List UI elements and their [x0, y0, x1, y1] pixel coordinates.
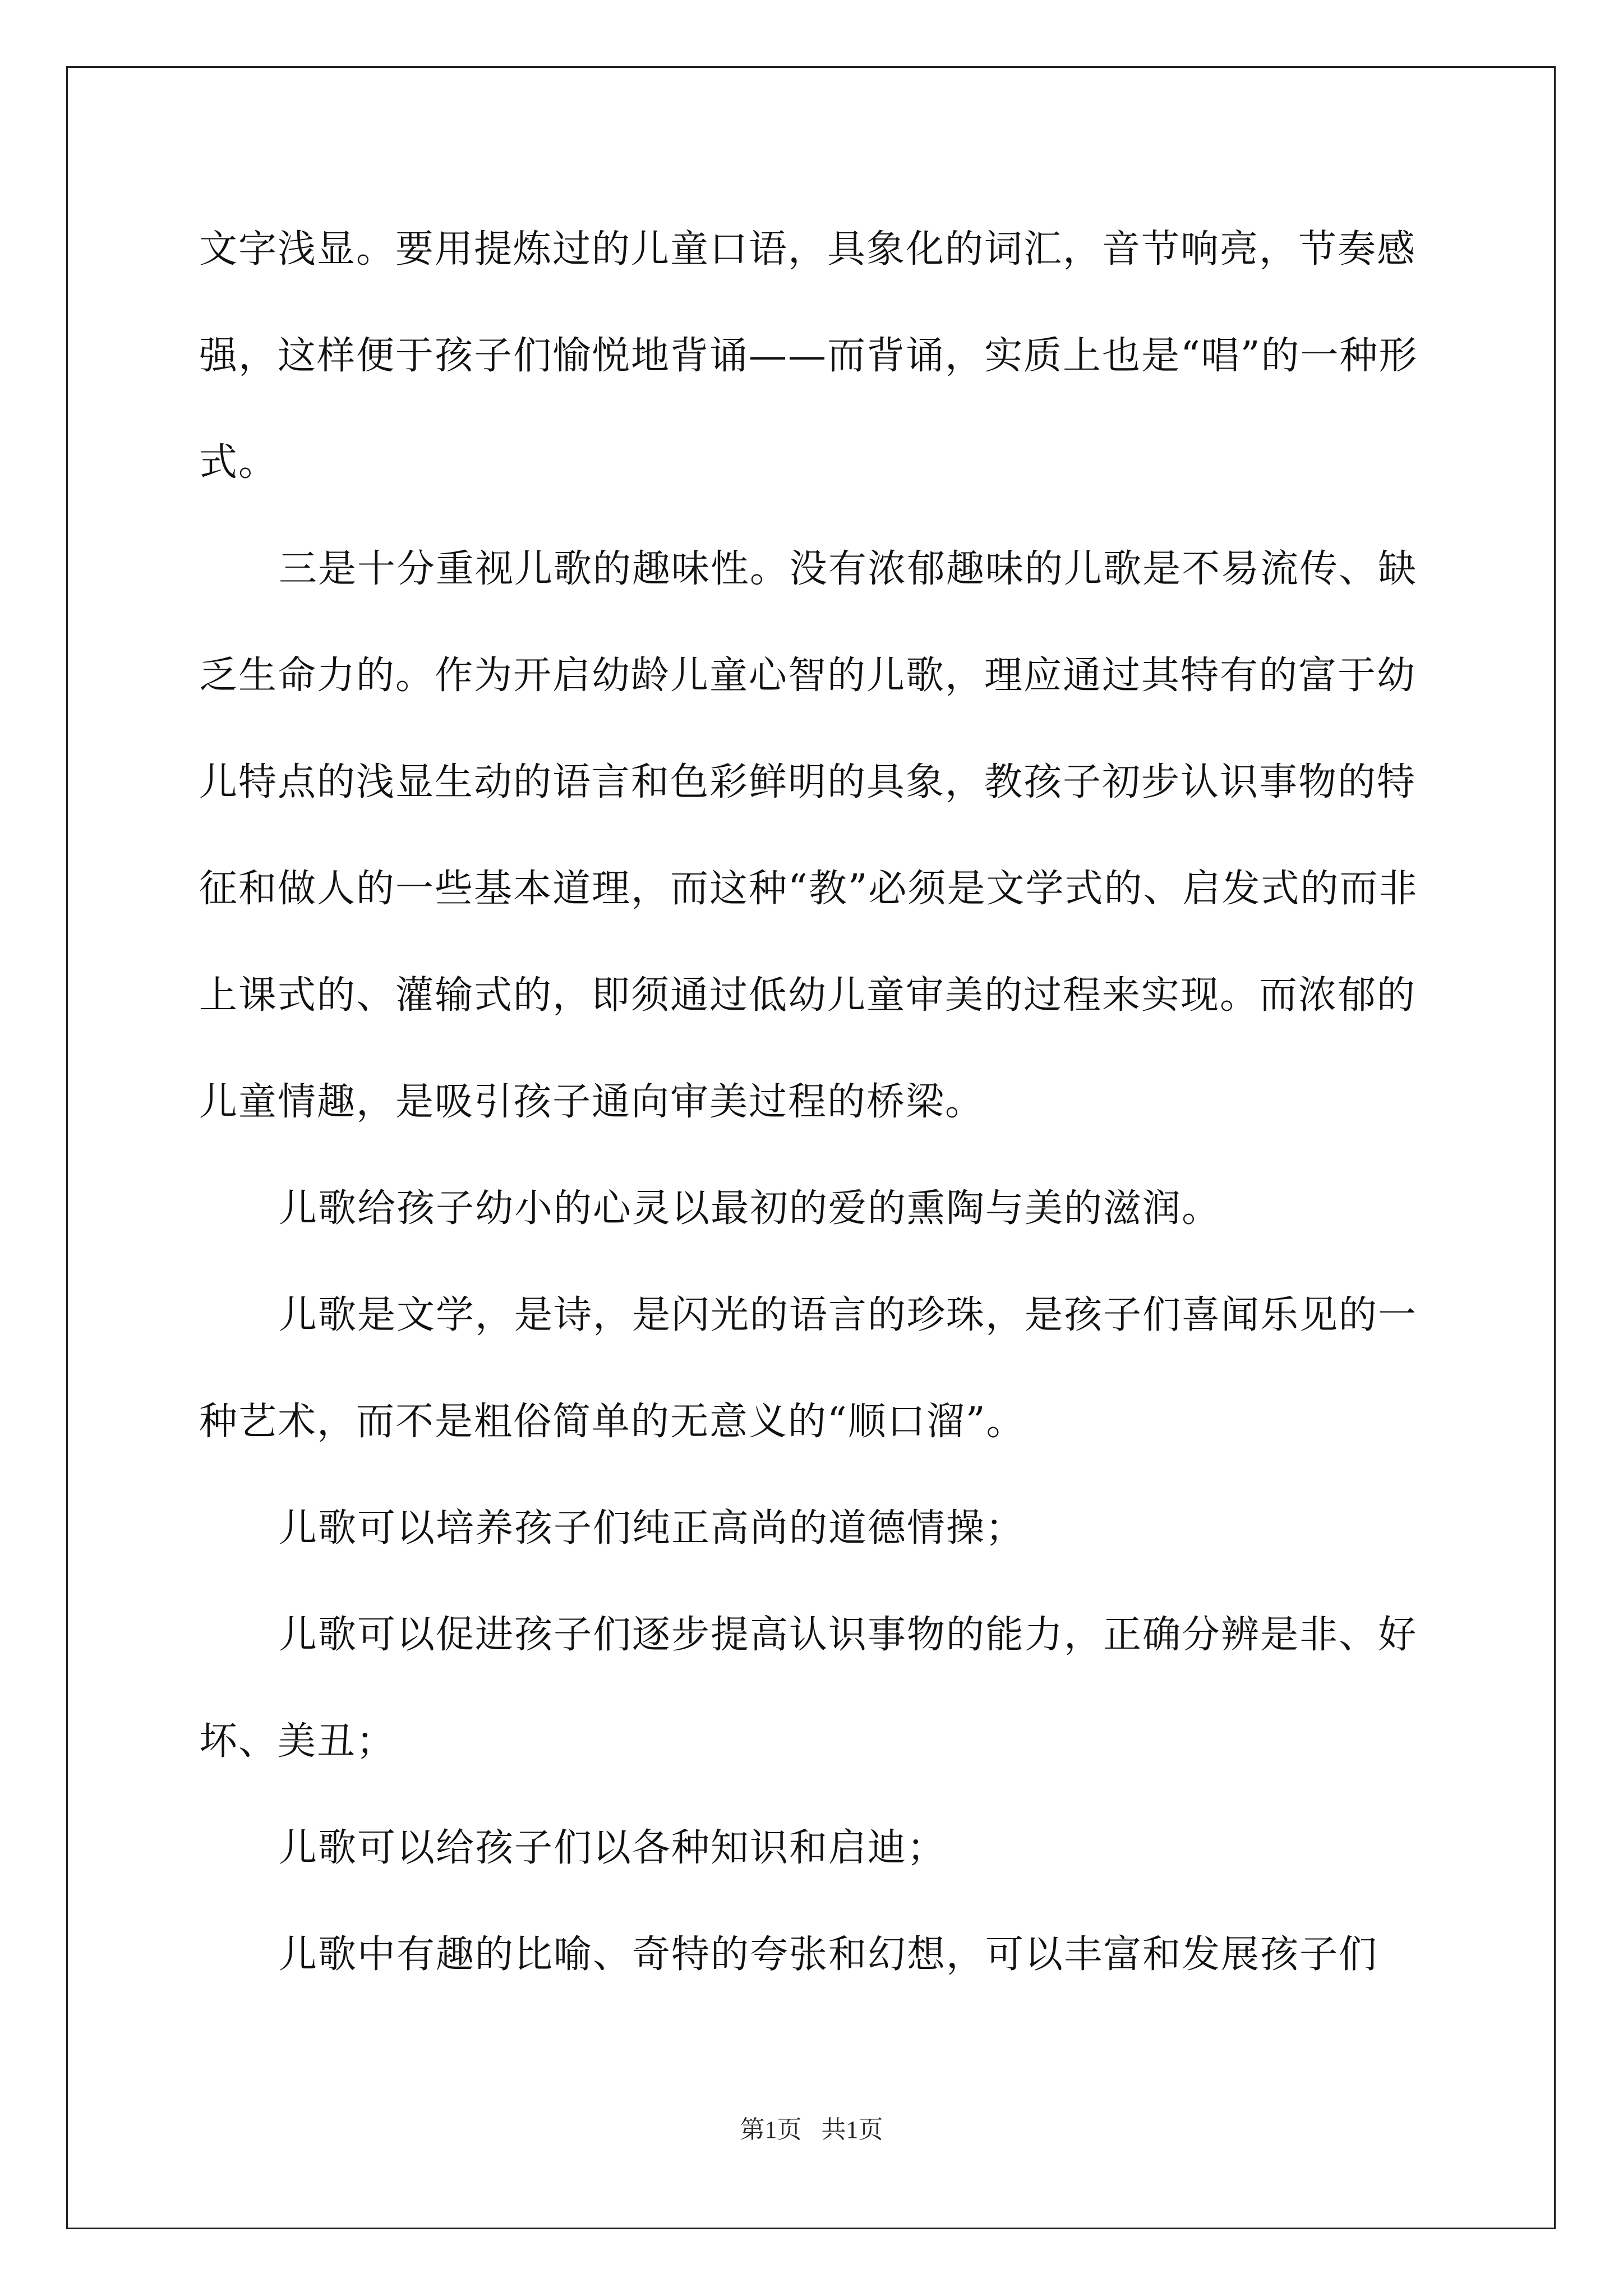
paragraph-7: 儿歌可以给孩子们以各种知识和启迪；: [279, 1826, 947, 1870]
paragraph-3: 儿歌给孩子幼小的心灵以最初的爱的熏陶与美的滋润。: [279, 1186, 1221, 1231]
page-total: 共1页: [821, 2116, 883, 2143]
paragraph-8: 儿歌中有趣的比喻、奇特的夸张和幻想，可以丰富和发展孩子们: [279, 1932, 1378, 1977]
document-body: [199, 196, 1433, 2008]
page-number: 第1页: [740, 2116, 802, 2143]
paragraph-1: 文字浅显。要用提炼过的儿童口语，具象化的词汇，音节响亮，节奏感强，这样便于孩子们愉悦地背诵——而背诵，实质上也是“唱”的一种形式。: [199, 227, 1418, 485]
paragraph-2: 三是十分重视儿歌的趣味性。没有浓郁趣味的儿歌是不易流传、缺乏生命力的。作为开启幼龄儿童心智的儿歌，理应通过其特有的富于幼儿特点的浅显生动的语言和色彩鲜明的具象，教孩子初步认识事物的特征和做人的一些基本道理，而这种“教”必须是文学式的、启发式的而非上课式的、灌输式的，即须通过低幼儿童审美的过程来实现。而浓郁的儿童情趣，是吸引孩子通向审美过程的桥梁。: [199, 547, 1418, 1124]
paragraph-5: 儿歌可以培养孩子们纯正高尚的道德情操；: [279, 1506, 1025, 1550]
page-footer: [0, 2109, 1623, 2145]
paragraph-6: 儿歌可以促进孩子们逐步提高认识事物的能力，正确分辨是非、好坏、美丑；: [199, 1613, 1418, 1764]
paragraph-4: 儿歌是文学，是诗，是闪光的语言的珍珠，是孩子们喜闻乐见的一种艺术，而不是粗俗简单的无意义的“顺口溜”。: [199, 1293, 1418, 1444]
